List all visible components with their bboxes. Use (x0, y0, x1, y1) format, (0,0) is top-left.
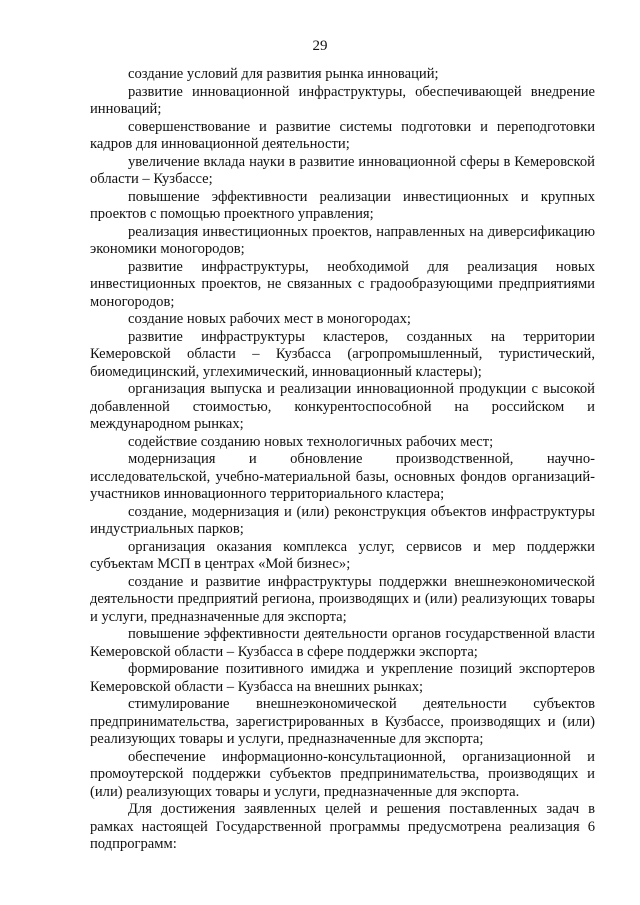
paragraph-6: реализация инвестиционных проектов, направленных на диверсификацию экономики моногородов; (90, 223, 595, 257)
paragraph-7: развитие инфраструктуры, необходимой для реализация новых инвестиционных проектов, не связанных с градообразующими предприятиями моногородов; (90, 258, 595, 310)
paragraph-14: организация оказания комплекса услуг, сервисов и мер поддержки субъектам МСП в центрах «Мой бизнес»; (90, 538, 595, 572)
paragraph-1: создание условий для развития рынка инноваций; (128, 66, 439, 82)
paragraph-5: повышение эффективности реализации инвестиционных и крупных проектов с помощью проектного управления; (90, 188, 595, 222)
paragraph-8: создание новых рабочих мест в моногородах; (128, 311, 411, 327)
document-body (90, 66, 595, 854)
paragraph-18: стимулирование внешнеэкономической деятельности субъектов предпринимательства, зарегистрированных в Кузбассе, производящих и (или) реализующих товары и услуги, предназначенные для экспорта; (90, 696, 595, 747)
paragraph-13: создание, модернизация и (или) реконструкция объектов инфраструктуры индустриальных парков; (90, 503, 595, 537)
paragraph-17: формирование позитивного имиджа и укрепление позиций экспортеров Кемеровской области – Кузбасса на внешних рынках; (90, 661, 595, 695)
paragraph-12: модернизация и обновление производственной, научно-исследовательской, учебно-материальной базы, основных фондов организаций-участников инновационного территориального кластера; (90, 451, 595, 502)
paragraph-15: создание и развитие инфраструктуры поддержки внешнеэкономической деятельности предприятий региона, производящих и (или) реализующих товары и услуги, предназначенные для экспорта; (90, 573, 595, 625)
paragraph-16: повышение эффективности деятельности органов государственной власти Кемеровской области – Кузбасса в сфере поддержки экспорта; (90, 626, 595, 660)
page-number: 29 (312, 38, 328, 54)
paragraph-19: обеспечение информационно-консультационной, организационной и промоутерской поддержки субъектов предпринимательства, производящих и (или) реализующих товары и услуги, предназначенные для экспорта. (90, 748, 595, 800)
paragraph-9: развитие инфраструктуры кластеров, созданных на территории Кемеровской области – Кузбасса (агропромышленный, туристический, биомедицинский, углехимический, инновационный кластеры); (90, 328, 595, 380)
paragraph-3: совершенствование и развитие системы подготовки и переподготовки кадров для инновационной деятельности; (90, 118, 595, 152)
paragraph-2: развитие инновационной инфраструктуры, обеспечивающей внедрение инноваций; (90, 83, 595, 117)
paragraph-11: содействие созданию новых технологичных рабочих мест; (128, 433, 494, 450)
paragraph-20: Для достижения заявленных целей и решения поставленных задач в рамках настоящей Государственной программы предусмотрена реализация 6 подпрограмм: (90, 801, 595, 852)
paragraph-4: увеличение вклада науки в развитие инновационной сферы в Кемеровской области – Кузбассе; (90, 153, 595, 187)
paragraph-10: организация выпуска и реализации инновационной продукции с высокой добавленной стоимостью, конкурентоспособной на российском и международном рынках; (90, 381, 595, 432)
